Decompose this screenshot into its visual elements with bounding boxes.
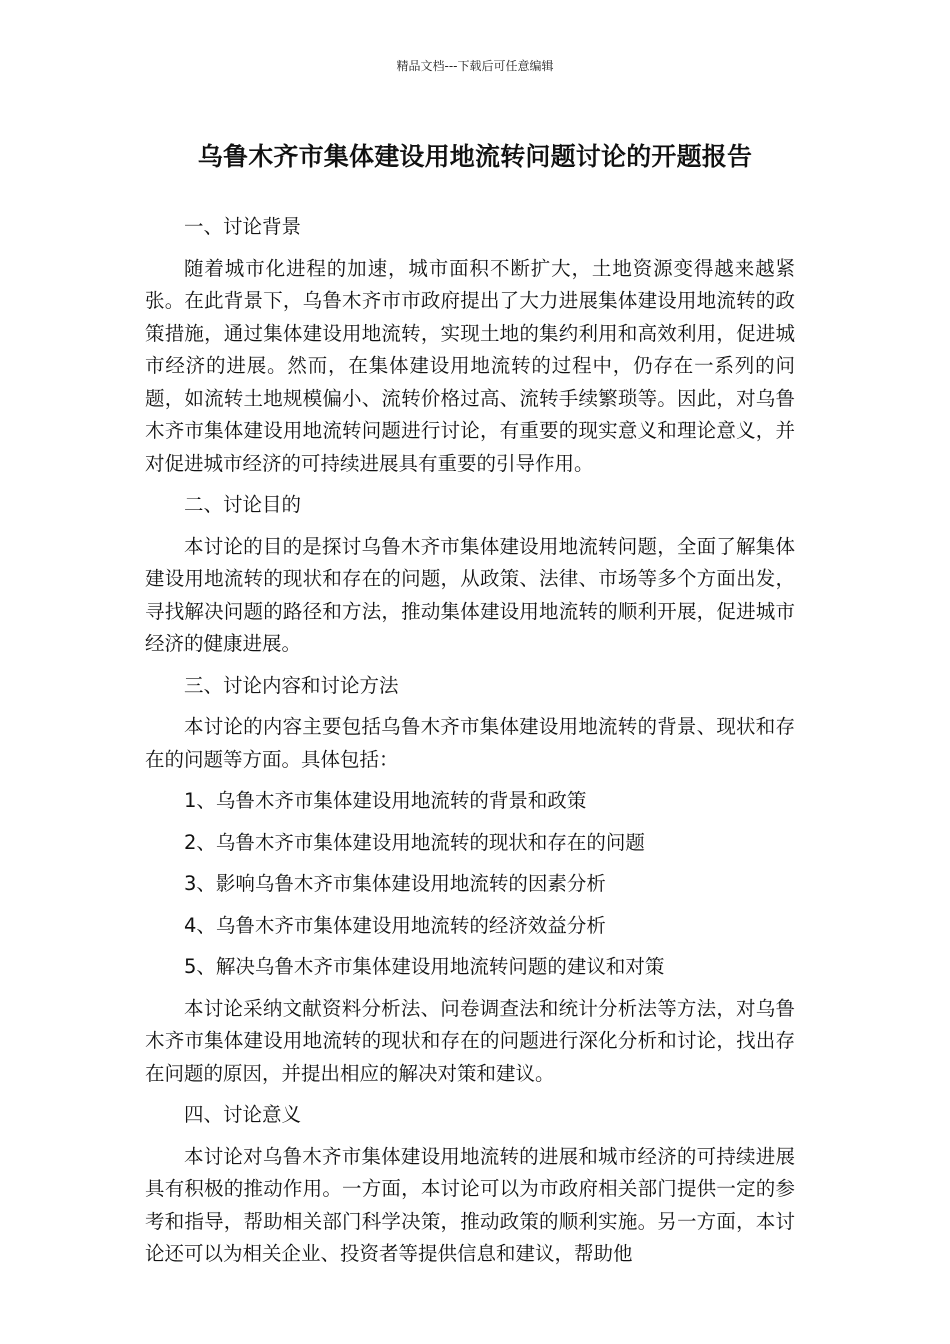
list-item: 4、乌鲁木齐市集体建设用地流转的经济效益分析 (184, 913, 606, 937)
list-item: 1、乌鲁木齐市集体建设用地流转的背景和政策 (184, 789, 587, 812)
body-paragraph: 本讨论的内容主要包括乌鲁木齐市集体建设用地流转的背景、现状和存在的问题等方面。具体包括： (145, 715, 795, 771)
list-item: 5、解决乌鲁木齐市集体建设用地流转问题的建议和对策 (184, 955, 665, 978)
body-paragraph: 本讨论对乌鲁木齐市集体建设用地流转的进展和城市经济的可持续进展具有积极的推动作用。一方面，本讨论可以为市政府相关部门提供一定的参考和指导，帮助相关部门科学决策，推动政策的顺利实施。另一方面，本讨论还可以为相关企业、投资者等提供信息和建议，帮助他 (145, 1144, 795, 1265)
document-body (145, 211, 795, 1280)
header-note: 精品文档---下载后可任意编辑 (396, 59, 554, 73)
section-heading: 二、讨论目的 (184, 493, 302, 516)
section-heading: 三、讨论内容和讨论方法 (184, 673, 399, 697)
body-paragraph: 本讨论采纳文献资料分析法、问卷调查法和统计分析法等方法，对乌鲁木齐市集体建设用地流转的现状和存在的问题进行深化分析和讨论，找出存在问题的原因，并提出相应的解决对策和建议。 (145, 996, 795, 1085)
section-heading: 四、讨论意义 (184, 1103, 302, 1126)
document-title: 乌鲁木齐市集体建设用地流转问题讨论的开题报告 (197, 142, 753, 171)
section-heading: 一、讨论背景 (184, 215, 302, 238)
body-paragraph: 本讨论的目的是探讨乌鲁木齐市集体建设用地流转问题，全面了解集体建设用地流转的现状和存在的问题，从政策、法律、市场等多个方面出发，寻找解决问题的路径和方法，推动集体建设用地流转的顺利开展，促进城市经济的健康进展。 (145, 534, 795, 655)
list-item: 3、影响乌鲁木齐市集体建设用地流转的因素分析 (184, 872, 606, 895)
body-paragraph: 随着城市化进程的加速，城市面积不断扩大，土地资源变得越来越紧张。在此背景下，乌鲁木齐市市政府提出了大力进展集体建设用地流转的政策措施，通过集体建设用地流转，实现土地的集约利用和高效利用，促进城市经济的进展。然而，在集体建设用地流转的过程中，仍存在一系列的问题，如流转土地规模偏小、流转价格过高、流转手续繁琐等。因此，对乌鲁木齐市集体建设用地流转问题进行讨论，有重要的现实意义和理论意义，并对促进城市经济的可持续进展具有重要的引导作用。 (145, 256, 795, 475)
list-item: 2、乌鲁木齐市集体建设用地流转的现状和存在的问题 (184, 830, 645, 854)
